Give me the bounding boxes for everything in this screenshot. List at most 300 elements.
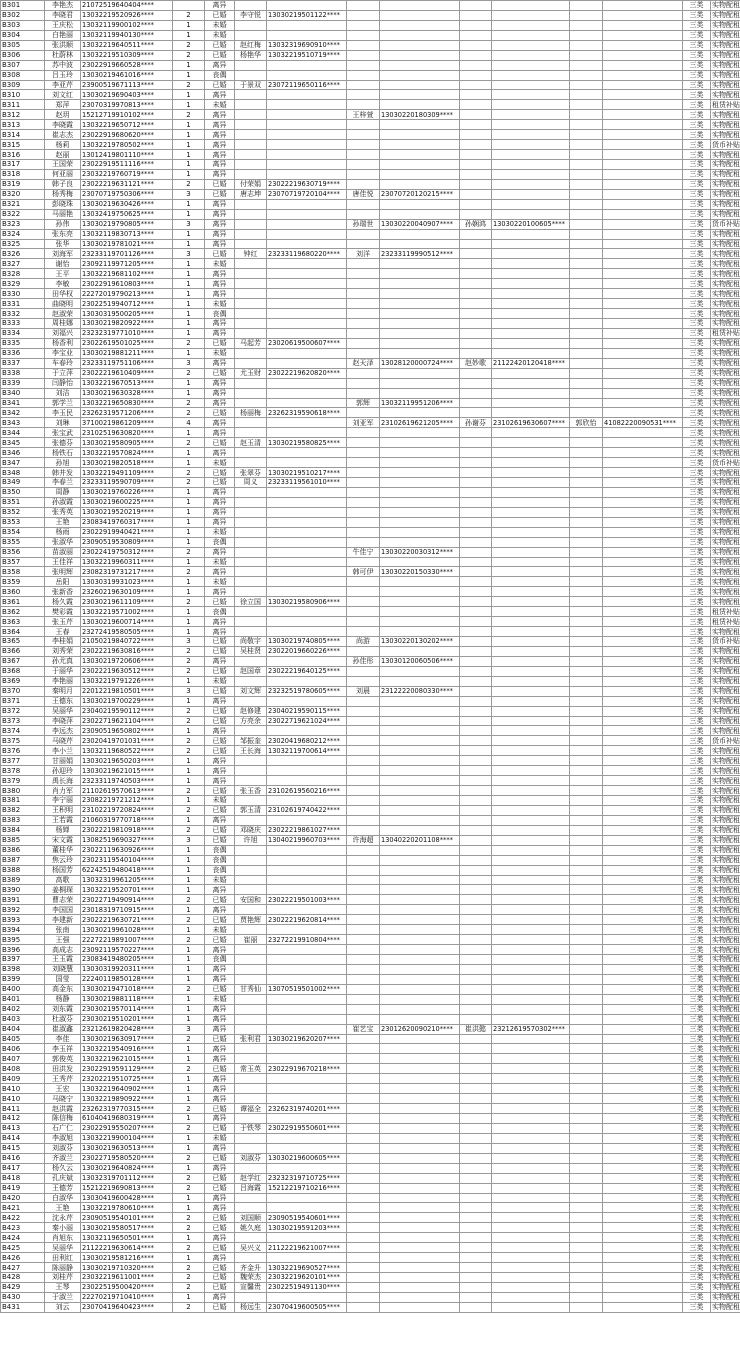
member-3-id-number-cell: [492, 1004, 570, 1014]
member-4-id-number-cell: [603, 60, 683, 70]
member-2-id-number-cell: 13030220040907****: [380, 219, 460, 229]
income-category-cell: 三类: [683, 895, 711, 905]
household-code-cell: B396: [1, 945, 45, 955]
member-4-name-cell: [570, 1263, 603, 1273]
table-row: [1, 70, 740, 80]
member-4-id-number-cell: [603, 1173, 683, 1183]
member-4-id-number-cell: [603, 30, 683, 40]
household-size-cell: 1: [173, 1054, 205, 1064]
member-3-id-number-cell: [492, 607, 570, 617]
member-4-id-number-cell: [603, 160, 683, 170]
income-category-cell: 三类: [683, 338, 711, 348]
member-3-id-number-cell: [492, 756, 570, 766]
member-3-name-cell: [460, 140, 492, 150]
spouse-id-number-cell: [267, 1253, 347, 1263]
spouse-name-cell: [235, 974, 267, 984]
marital-status-cell: 离异: [205, 388, 235, 398]
table-row: [1, 776, 740, 786]
member-2-name-cell: [347, 239, 380, 249]
household-code-cell: B304: [1, 30, 45, 40]
household-code-cell: B417: [1, 1163, 45, 1173]
member-2-id-number-cell: [380, 1133, 460, 1143]
member-4-name-cell: [570, 348, 603, 358]
spouse-name-cell: 刘文辉: [235, 686, 267, 696]
member-4-id-number-cell: [603, 368, 683, 378]
member-4-name-cell: [570, 279, 603, 289]
member-3-name-cell: [460, 497, 492, 507]
income-category-cell: 三类: [683, 80, 711, 90]
spouse-id-number-cell: [267, 1024, 347, 1034]
member-4-id-number-cell: [603, 189, 683, 199]
spouse-name-cell: [235, 160, 267, 170]
table-row: [1, 1123, 740, 1133]
spouse-id-number-cell: [267, 676, 347, 686]
member-3-id-number-cell: [492, 1213, 570, 1223]
household-size-cell: 1: [173, 1292, 205, 1302]
marital-status-cell: 已婚: [205, 438, 235, 448]
member-3-name-cell: [460, 428, 492, 438]
member-4-name-cell: [570, 736, 603, 746]
household-size-cell: 1: [173, 945, 205, 955]
household-code-cell: B355: [1, 537, 45, 547]
member-3-name-cell: [460, 895, 492, 905]
spouse-id-number-cell: [267, 30, 347, 40]
marital-status-cell: 已婚: [205, 1183, 235, 1193]
member-2-name-cell: [347, 1004, 380, 1014]
applicant-id-number-cell: 13032219780502****: [81, 140, 173, 150]
income-category-cell: 三类: [683, 328, 711, 338]
marital-status-cell: 离异: [205, 328, 235, 338]
spouse-id-number-cell: [267, 577, 347, 587]
member-3-name-cell: [460, 10, 492, 20]
spouse-id-number-cell: [267, 150, 347, 160]
table-row: [1, 1024, 740, 1034]
marital-status-cell: 已婚: [205, 249, 235, 259]
assistance-type-cell: 实物配租: [712, 279, 740, 288]
household-size-cell: 3: [173, 219, 205, 229]
income-category-cell: 三类: [683, 428, 711, 438]
household-code-cell: B370: [1, 686, 45, 696]
assistance-type-cell: 实物配租: [712, 200, 740, 209]
marital-status-cell: 未婚: [205, 348, 235, 358]
applicant-id-number-cell: 13032219520926****: [81, 10, 173, 20]
applicant-id-number-cell: 23022719621104****: [81, 716, 173, 726]
member-2-id-number-cell: [380, 696, 460, 706]
member-4-name-cell: [570, 478, 603, 488]
income-category-cell: 三类: [683, 527, 711, 537]
member-2-id-number-cell: 13028120000724****: [380, 358, 460, 368]
table-row: [1, 1163, 740, 1173]
member-3-name-cell: [460, 726, 492, 736]
member-2-id-number-cell: [380, 1233, 460, 1243]
household-size-cell: 3: [173, 358, 205, 368]
member-4-id-number-cell: [603, 1233, 683, 1243]
member-3-id-number-cell: [492, 1064, 570, 1074]
member-4-name-cell: [570, 209, 603, 219]
spouse-id-number-cell: [267, 100, 347, 110]
income-category-cell: 三类: [683, 805, 711, 815]
household-size-cell: 2: [173, 547, 205, 557]
assistance-type-cell: 实物配租: [712, 548, 740, 557]
household-code-cell: B393: [1, 915, 45, 925]
member-2-id-number-cell: [380, 1104, 460, 1114]
member-3-id-number-cell: [492, 1133, 570, 1143]
spouse-name-cell: 尚敬宇: [235, 637, 267, 647]
marital-status-cell: 已婚: [205, 468, 235, 478]
marital-status-cell: 已婚: [205, 646, 235, 656]
member-2-name-cell: 刘亚军: [347, 418, 380, 428]
member-3-id-number-cell: [492, 1044, 570, 1054]
member-2-name-cell: [347, 666, 380, 676]
member-3-name-cell: [460, 1014, 492, 1024]
household-code-cell: B360: [1, 587, 45, 597]
table-row: [1, 189, 740, 199]
member-3-name-cell: [460, 786, 492, 796]
assistance-type-cell: 实物配租: [712, 1193, 740, 1202]
member-3-name-cell: [460, 666, 492, 676]
member-2-id-number-cell: [380, 587, 460, 597]
table-row: [1, 1004, 740, 1014]
member-3-id-number-cell: [492, 517, 570, 527]
spouse-id-number-cell: [267, 945, 347, 955]
member-3-id-number-cell: [492, 845, 570, 855]
member-4-id-number-cell: [603, 388, 683, 398]
table-row: [1, 766, 740, 776]
household-size-cell: 2: [173, 915, 205, 925]
household-code-cell: B428: [1, 1273, 45, 1283]
table-row: [1, 1104, 740, 1114]
applicant-id-number-cell: 23022919511116****: [81, 160, 173, 170]
member-3-id-number-cell: [492, 557, 570, 567]
assistance-type-cell: 实物配租: [712, 1044, 740, 1053]
household-size-cell: 1: [173, 1014, 205, 1024]
marital-status-cell: 离异: [205, 507, 235, 517]
table-row: [1, 269, 740, 279]
member-4-name-cell: [570, 984, 603, 994]
household-size-cell: 1: [173, 309, 205, 319]
spouse-id-number-cell: [267, 458, 347, 468]
member-3-name-cell: [460, 686, 492, 696]
member-2-name-cell: [347, 299, 380, 309]
marital-status-cell: 离异: [205, 1094, 235, 1104]
marital-status-cell: 离异: [205, 1193, 235, 1203]
applicant-id-number-cell: 23022719580520****: [81, 1153, 173, 1163]
assistance-type-cell: 租赁补贴: [712, 329, 740, 338]
member-2-id-number-cell: [380, 815, 460, 825]
member-3-name-cell: [460, 1233, 492, 1243]
applicant-name-cell: 王佳祥: [45, 557, 81, 567]
income-category-cell: 三类: [683, 1163, 711, 1173]
applicant-name-cell: 焦云玲: [45, 855, 81, 865]
income-category-cell: 三类: [683, 478, 711, 488]
member-4-id-number-cell: [603, 845, 683, 855]
member-3-name-cell: [460, 388, 492, 398]
assistance-type-cell: 实物配租: [712, 657, 740, 666]
applicant-id-number-cell: 23032219611001****: [81, 1273, 173, 1283]
assistance-type-cell: 实物配租: [712, 955, 740, 964]
member-4-name-cell: [570, 935, 603, 945]
member-4-name-cell: [570, 1243, 603, 1253]
marital-status-cell: 已婚: [205, 10, 235, 20]
marital-status-cell: 离异: [205, 90, 235, 100]
household-size-cell: 2: [173, 984, 205, 994]
income-category-cell: 三类: [683, 1233, 711, 1243]
table-row: [1, 259, 740, 269]
member-4-name-cell: [570, 845, 603, 855]
household-code-cell: B306: [1, 50, 45, 60]
applicant-id-number-cell: 23022219610409****: [81, 368, 173, 378]
marital-status-cell: 已婚: [205, 40, 235, 50]
member-4-id-number-cell: [603, 716, 683, 726]
spouse-name-cell: 赵玉清: [235, 438, 267, 448]
household-code-cell: B369: [1, 676, 45, 686]
applicant-name-cell: 杨铁石: [45, 448, 81, 458]
marital-status-cell: 已婚: [205, 1302, 235, 1312]
member-4-id-number-cell: [603, 706, 683, 716]
member-3-id-number-cell: [492, 1273, 570, 1283]
member-2-id-number-cell: [380, 458, 460, 468]
assistance-type-cell: 实物配租: [712, 71, 740, 80]
member-3-id-number-cell: [492, 716, 570, 726]
spouse-name-cell: [235, 319, 267, 329]
member-3-name-cell: [460, 617, 492, 627]
member-3-id-number-cell: [492, 736, 570, 746]
member-2-id-number-cell: [380, 1263, 460, 1273]
spouse-name-cell: [235, 378, 267, 388]
member-3-name-cell: 孙谢芬: [460, 418, 492, 428]
member-4-id-number-cell: [603, 905, 683, 915]
marital-status-cell: 已婚: [205, 1263, 235, 1273]
member-4-id-number-cell: [603, 398, 683, 408]
member-2-name-cell: [347, 1243, 380, 1253]
marital-status-cell: 已婚: [205, 1123, 235, 1133]
applicant-name-cell: 李淑旭: [45, 1133, 81, 1143]
marital-status-cell: 丧偶: [205, 70, 235, 80]
table-row: [1, 1084, 740, 1094]
household-code-cell: B390: [1, 885, 45, 895]
assistance-type-cell: 实物配租: [712, 707, 740, 716]
member-2-id-number-cell: [380, 716, 460, 726]
applicant-id-number-cell: 13030219710320****: [81, 1263, 173, 1273]
household-code-cell: B359: [1, 577, 45, 587]
household-size-cell: 1: [173, 925, 205, 935]
member-2-name-cell: [347, 338, 380, 348]
applicant-id-number-cell: 13032219681102****: [81, 269, 173, 279]
member-4-name-cell: [570, 219, 603, 229]
marital-status-cell: 离异: [205, 1004, 235, 1014]
member-2-id-number-cell: 13030220150330****: [380, 567, 460, 577]
marital-status-cell: 离异: [205, 229, 235, 239]
household-code-cell: B303: [1, 20, 45, 30]
household-size-cell: 2: [173, 786, 205, 796]
table-row: [1, 497, 740, 507]
applicant-name-cell: 李艳杰: [45, 1, 81, 11]
income-category-cell: 三类: [683, 955, 711, 965]
member-2-name-cell: 刘晨: [347, 686, 380, 696]
assistance-type-cell: 实物配租: [712, 687, 740, 696]
household-size-cell: 1: [173, 875, 205, 885]
member-3-name-cell: [460, 885, 492, 895]
income-category-cell: 三类: [683, 686, 711, 696]
spouse-id-number-cell: [267, 348, 347, 358]
applicant-name-cell: 宋文霞: [45, 835, 81, 845]
member-3-name-cell: [460, 527, 492, 537]
applicant-name-cell: 张洪顺: [45, 40, 81, 50]
household-code-cell: B366: [1, 646, 45, 656]
assistance-type-cell: 实物配租: [712, 110, 740, 119]
table-row: [1, 507, 740, 517]
member-4-id-number-cell: [603, 259, 683, 269]
applicant-name-cell: 何亚丽: [45, 169, 81, 179]
member-4-id-number-cell: [603, 527, 683, 537]
member-2-id-number-cell: [380, 487, 460, 497]
member-4-id-number-cell: [603, 1302, 683, 1312]
applicant-name-cell: 孙尤真: [45, 656, 81, 666]
applicant-id-number-cell: 13030219471018****: [81, 984, 173, 994]
spouse-name-cell: [235, 756, 267, 766]
spouse-name-cell: [235, 865, 267, 875]
household-code-cell: B339: [1, 378, 45, 388]
member-2-name-cell: [347, 269, 380, 279]
member-2-name-cell: [347, 1263, 380, 1273]
member-2-id-number-cell: [380, 150, 460, 160]
income-category-cell: 三类: [683, 289, 711, 299]
assistance-type-cell: 实物配租: [712, 289, 740, 298]
applicant-name-cell: 董桂华: [45, 845, 81, 855]
member-3-id-number-cell: [492, 90, 570, 100]
applicant-id-number-cell: 22240119850128****: [81, 974, 173, 984]
table-row: [1, 1292, 740, 1302]
spouse-name-cell: 赵修建: [235, 706, 267, 716]
applicant-name-cell: 齐淑兰: [45, 1153, 81, 1163]
table-row: [1, 517, 740, 527]
member-2-id-number-cell: [380, 776, 460, 786]
assistance-type-cell: 实物配租: [712, 90, 740, 99]
member-4-name-cell: 郭欣怡: [570, 418, 603, 428]
member-2-name-cell: [347, 319, 380, 329]
member-3-id-number-cell: [492, 696, 570, 706]
applicant-name-cell: 陈信梅: [45, 1114, 81, 1124]
household-code-cell: B356: [1, 547, 45, 557]
spouse-id-number-cell: [267, 1014, 347, 1024]
spouse-id-number-cell: [267, 1, 347, 11]
marital-status-cell: 离异: [205, 378, 235, 388]
household-code-cell: B398: [1, 964, 45, 974]
member-4-id-number-cell: [603, 358, 683, 368]
income-category-cell: 三类: [683, 736, 711, 746]
assistance-type-cell: 实物配租: [712, 160, 740, 169]
household-size-cell: 2: [173, 1153, 205, 1163]
table-row: [1, 160, 740, 170]
member-4-id-number-cell: [603, 1004, 683, 1014]
applicant-name-cell: 周桂娜: [45, 319, 81, 329]
spouse-name-cell: [235, 398, 267, 408]
household-size-cell: 1: [173, 100, 205, 110]
member-3-name-cell: [460, 1123, 492, 1133]
household-size-cell: 2: [173, 1104, 205, 1114]
income-category-cell: 三类: [683, 418, 711, 428]
spouse-id-number-cell: 23102619740422****: [267, 805, 347, 815]
member-4-id-number-cell: [603, 328, 683, 338]
member-4-id-number-cell: [603, 209, 683, 219]
applicant-id-number-cell: 23032219760719****: [81, 169, 173, 179]
income-category-cell: 三类: [683, 666, 711, 676]
assistance-type-cell: 实物配租: [712, 1054, 740, 1063]
household-code-cell: B345: [1, 438, 45, 448]
spouse-id-number-cell: [267, 875, 347, 885]
applicant-name-cell: 马晓芹: [45, 736, 81, 746]
applicant-id-number-cell: 23022919940421****: [81, 527, 173, 537]
member-4-id-number-cell: [603, 1292, 683, 1302]
income-category-cell: 三类: [683, 458, 711, 468]
applicant-id-number-cell: 22012219810501****: [81, 686, 173, 696]
member-4-id-number-cell: [603, 835, 683, 845]
member-4-id-number-cell: [603, 438, 683, 448]
member-3-id-number-cell: [492, 169, 570, 179]
table-row: [1, 299, 740, 309]
household-code-cell: B319: [1, 179, 45, 189]
member-2-id-number-cell: [380, 1213, 460, 1223]
assistance-type-cell: 实物配租: [712, 1174, 740, 1183]
marital-status-cell: 离异: [205, 1292, 235, 1302]
member-2-id-number-cell: [380, 209, 460, 219]
income-category-cell: 三类: [683, 448, 711, 458]
member-2-id-number-cell: [380, 70, 460, 80]
household-code-cell: B352: [1, 507, 45, 517]
applicant-id-number-cell: 23022519940712****: [81, 299, 173, 309]
household-code-cell: B376: [1, 746, 45, 756]
spouse-id-number-cell: [267, 299, 347, 309]
household-size-cell: 1: [173, 726, 205, 736]
assistance-type-cell: 实物配租: [712, 1164, 740, 1173]
applicant-id-number-cell: 23232319771010****: [81, 328, 173, 338]
applicant-id-number-cell: 13030219720606****: [81, 656, 173, 666]
household-size-cell: 3: [173, 686, 205, 696]
household-code-cell: B409: [1, 1074, 45, 1084]
marital-status-cell: 丧偶: [205, 309, 235, 319]
household-code-cell: B365: [1, 637, 45, 647]
table-row: [1, 1203, 740, 1213]
table-row: [1, 646, 740, 656]
income-category-cell: 三类: [683, 885, 711, 895]
spouse-name-cell: 张利君: [235, 1034, 267, 1044]
assistance-type-cell: 实物配租: [712, 508, 740, 517]
income-category-cell: 三类: [683, 537, 711, 547]
member-4-name-cell: [570, 945, 603, 955]
assistance-type-cell: 实物配租: [712, 31, 740, 40]
member-2-id-number-cell: [380, 279, 460, 289]
spouse-name-cell: [235, 120, 267, 130]
assistance-type-cell: 货币补贴: [712, 736, 740, 745]
spouse-name-cell: 徐立国: [235, 597, 267, 607]
applicant-name-cell: 白淑华: [45, 1193, 81, 1203]
applicant-name-cell: 田华权: [45, 289, 81, 299]
table-row: [1, 656, 740, 666]
spouse-name-cell: [235, 925, 267, 935]
applicant-id-number-cell: 13030219580517****: [81, 1223, 173, 1233]
member-3-id-number-cell: [492, 199, 570, 209]
member-2-id-number-cell: [380, 1282, 460, 1292]
household-code-cell: B401: [1, 994, 45, 1004]
household-size-cell: 1: [173, 30, 205, 40]
applicant-name-cell: 刘福兴: [45, 328, 81, 338]
member-4-name-cell: [570, 646, 603, 656]
household-code-cell: B387: [1, 855, 45, 865]
spouse-name-cell: 赵国章: [235, 666, 267, 676]
member-2-id-number-cell: [380, 1123, 460, 1133]
household-size-cell: 2: [173, 1183, 205, 1193]
spouse-name-cell: 郭玉清: [235, 805, 267, 815]
